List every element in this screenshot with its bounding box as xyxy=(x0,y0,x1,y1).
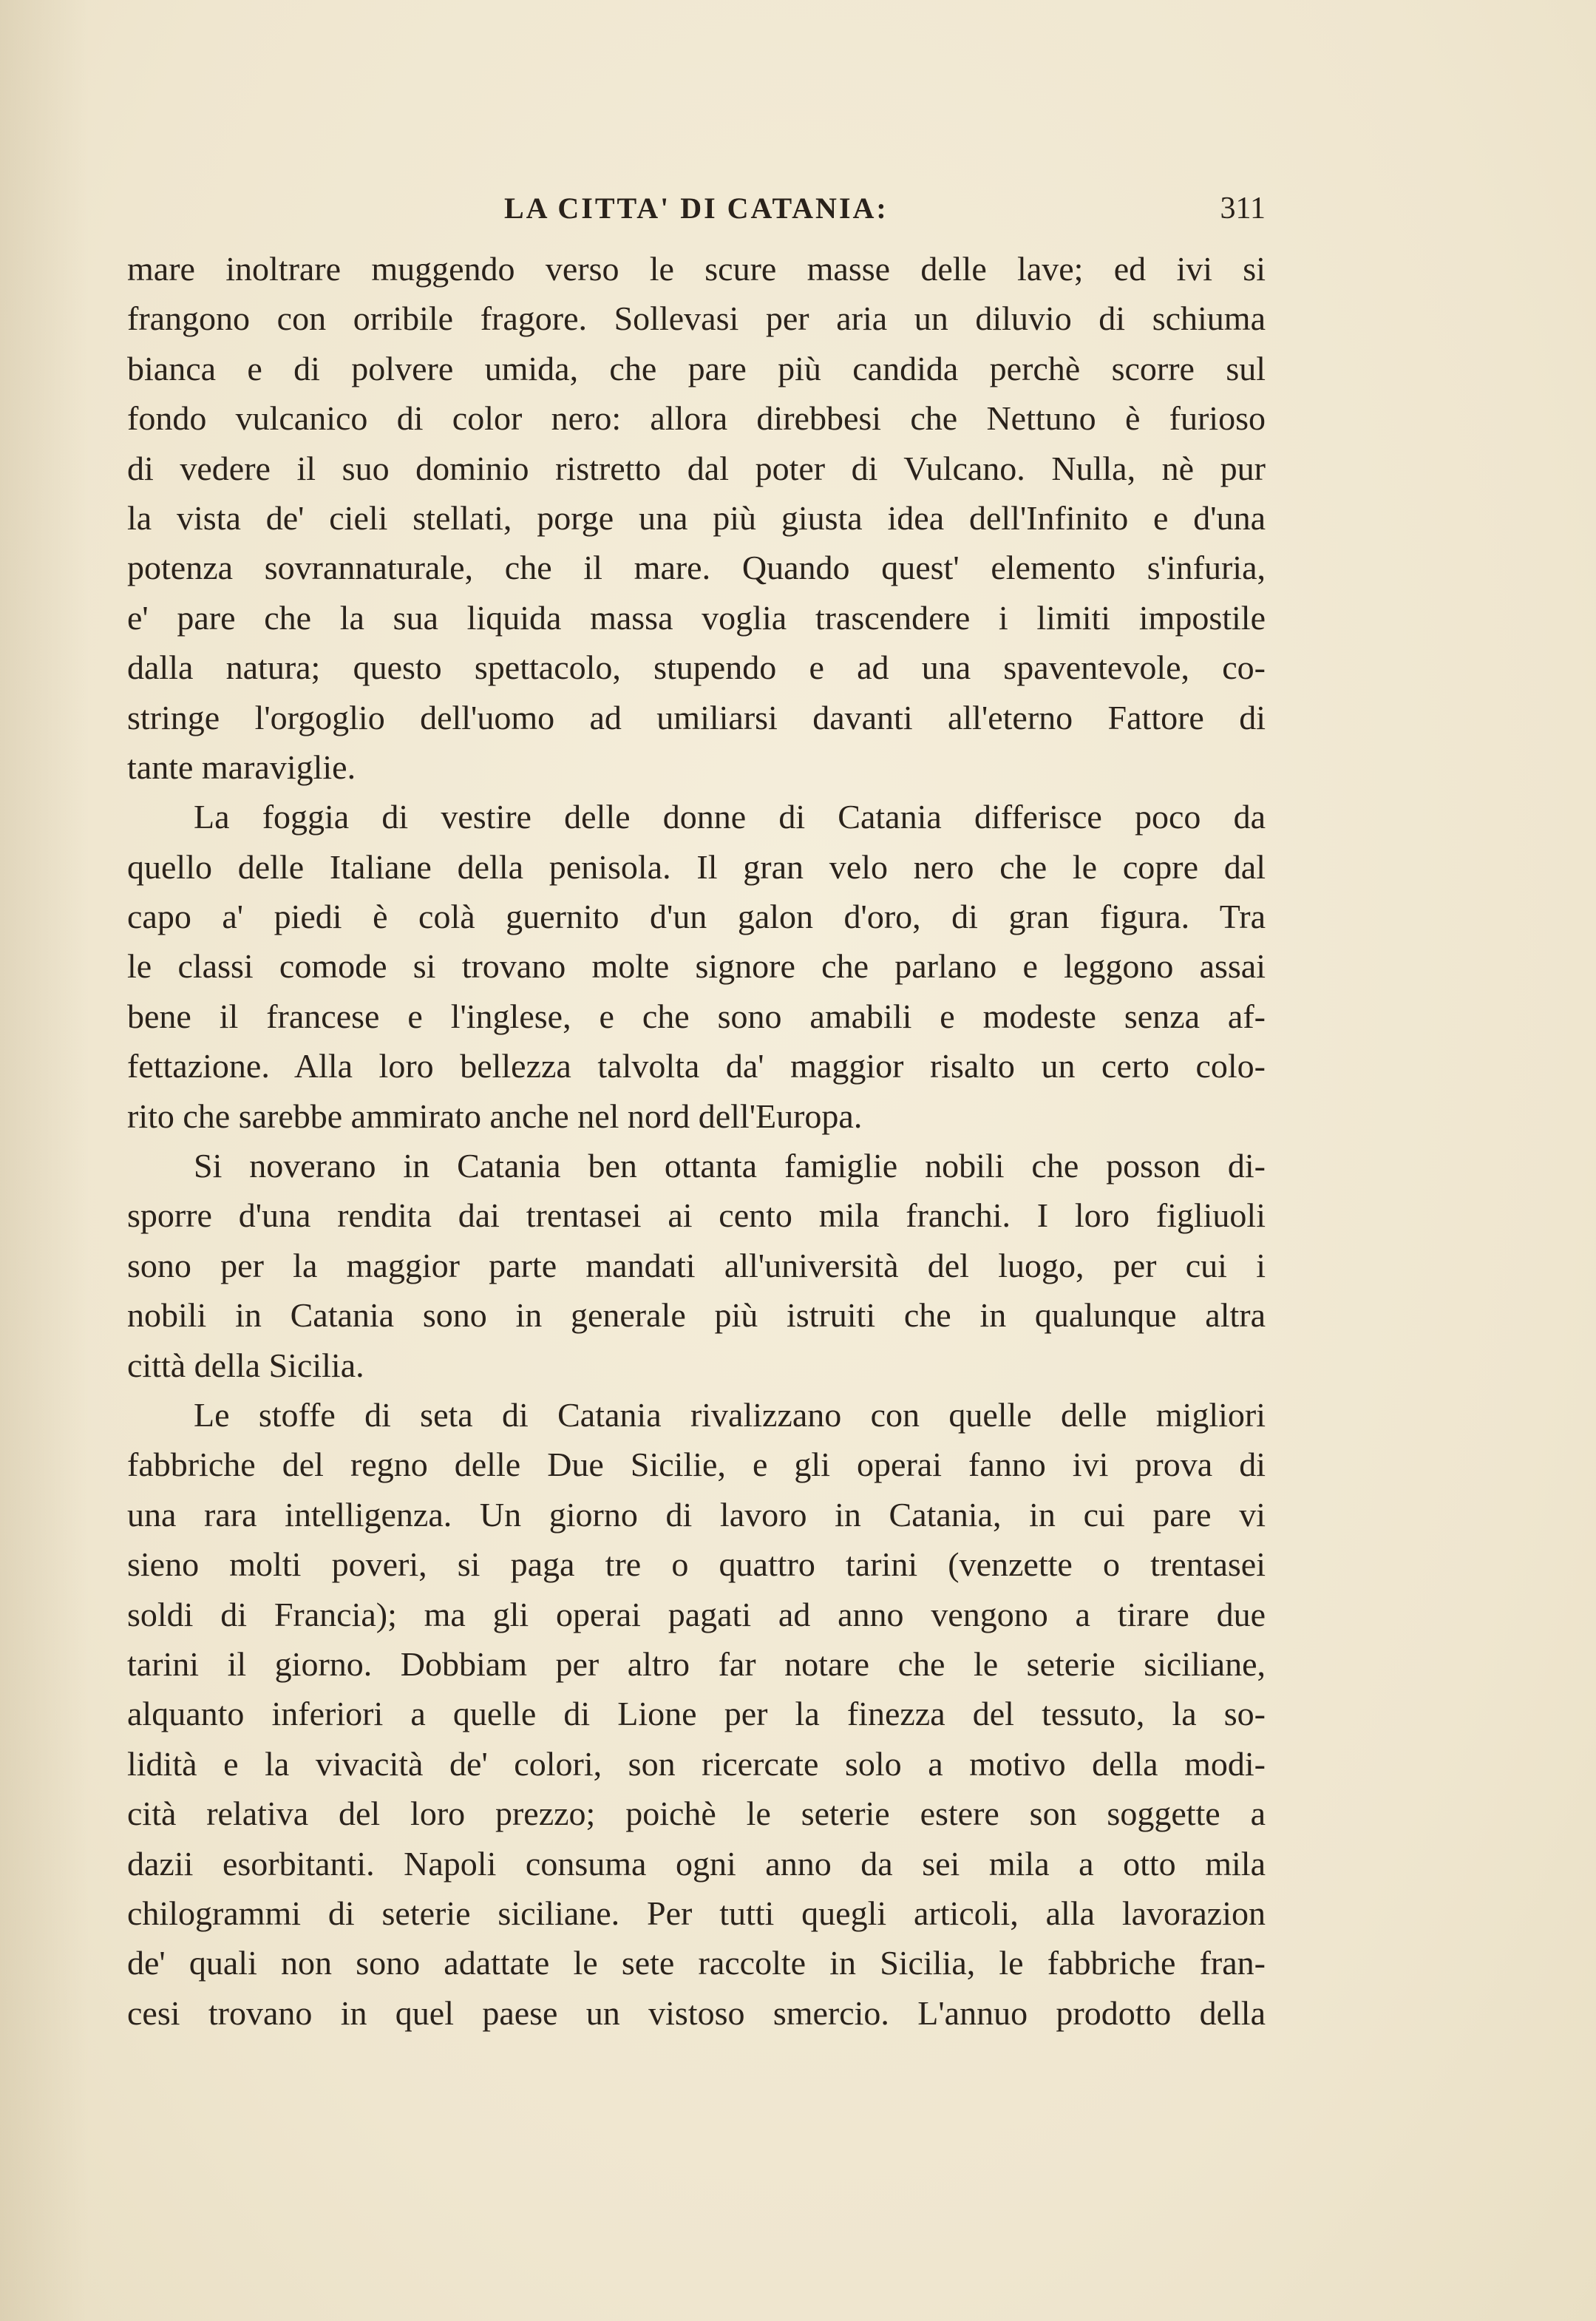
text-line: frangono con orribile fragore. Sollevasi per aria un diluvio di schiuma xyxy=(127,299,1266,338)
text-line: le classi comode si trovano molte signore che parlano e leggono assai xyxy=(127,947,1266,986)
text-line: mare inoltrare muggendo verso le scure masse delle lave; ed ivi si xyxy=(127,250,1266,288)
text-line: bianca e di polvere umida, che pare più candida perchè scorre sul xyxy=(127,349,1266,387)
text-line: una rara intelligenza. Un giorno di lavoro in Catania, in cui pare vi xyxy=(127,1495,1266,1534)
text-line: capo a' piedi è colà guernito d'un galon d'oro, di gran figura. Tra xyxy=(127,898,1266,936)
text-line: fettazione. Alla loro bellezza talvolta da' maggior risalto un certo colo- xyxy=(127,1047,1266,1085)
text-line: lidità e la vivacità de' colori, son ricercate solo a motivo della modi- xyxy=(127,1744,1266,1783)
binding-gutter-shadow xyxy=(0,0,89,2321)
text-line: soldi di Francia); ma gli operai pagati ad anno vengono a tirare due xyxy=(127,1595,1266,1633)
text-line: dazii esorbitanti. Napoli consuma ogni anno da sei mila a otto mila xyxy=(127,1844,1266,1883)
text-line: fabbriche del regno delle Due Sicilie, e gli operai fanno ivi prova di xyxy=(127,1446,1266,1484)
text-line: stringe l'orgoglio dell'uomo ad umiliarsi davanti all'eterno Fattore di xyxy=(127,698,1266,736)
text-line: sporre d'una rendita dai trentasei ai cento mila franchi. I loro figliuoli xyxy=(127,1196,1266,1235)
text-line: dalla natura; questo spettacolo, stupendo e ad una spaventevole, co- xyxy=(127,648,1266,687)
text-line: città della Sicilia. xyxy=(127,1346,364,1384)
text-line: fondo vulcanico di color nero: allora direbbesi che Nettuno è furioso xyxy=(127,399,1266,438)
paragraph-start-line: Le stoffe di seta di Catania rivalizzano con quelle delle migliori xyxy=(194,1395,1266,1434)
text-line: cità relativa del loro prezzo; poichè le seterie estere son soggette a xyxy=(127,1795,1266,1833)
text-line: de' quali non sono adattate le sete raccolte in Sicilia, le fabbriche fran- xyxy=(127,1944,1266,1982)
paragraph-start-line: Si noverano in Catania ben ottanta famiglie nobili che posson di- xyxy=(194,1147,1266,1185)
text-line: rito che sarebbe ammirato anche nel nord dell'Europa. xyxy=(127,1097,863,1135)
text-line: cesi trovano in quel paese un vistoso smercio. L'annuo prodotto della xyxy=(127,1993,1266,2032)
text-line: di vedere il suo dominio ristretto dal poter di Vulcano. Nulla, nè pur xyxy=(127,449,1266,487)
body-text xyxy=(127,244,1266,2038)
page-header xyxy=(127,191,1266,235)
text-line: sono per la maggior parte mandati all'università del luogo, per cui i xyxy=(127,1246,1266,1284)
text-line: tarini il giorno. Dobbiam per altro far notare che le seterie siciliane, xyxy=(127,1644,1266,1683)
running-title: LA CITTA' DI CATANIA: xyxy=(504,192,889,225)
text-line: sieno molti poveri, si paga tre o quattro tarini (venzette o trentasei xyxy=(127,1545,1266,1584)
text-line: la vista de' cieli stellati, porge una più giusta idea dell'Infinito e d'una xyxy=(127,498,1266,537)
page-number: 311 xyxy=(1220,192,1266,226)
text-line: potenza sovrannaturale, che il mare. Quando quest' elemento s'infuria, xyxy=(127,549,1266,587)
paragraph-start-line: La foggia di vestire delle donne di Catania differisce poco da xyxy=(194,798,1266,836)
text-line: alquanto inferiori a quelle di Lione per la finezza del tessuto, la so- xyxy=(127,1695,1266,1733)
text-line: bene il francese e l'inglese, e che sono amabili e modeste senza af- xyxy=(127,997,1266,1035)
text-line: chilogrammi di seterie siciliane. Per tutti quegli articoli, alla lavorazion xyxy=(127,1894,1266,1932)
text-line: quello delle Italiane della penisola. Il gran velo nero che le copre dal xyxy=(127,847,1266,886)
text-line: tante maraviglie. xyxy=(127,748,356,786)
text-line: e' pare che la sua liquida massa voglia trascendere i limiti impostile xyxy=(127,598,1266,637)
text-line: nobili in Catania sono in generale più istruiti che in qualunque altra xyxy=(127,1296,1266,1335)
